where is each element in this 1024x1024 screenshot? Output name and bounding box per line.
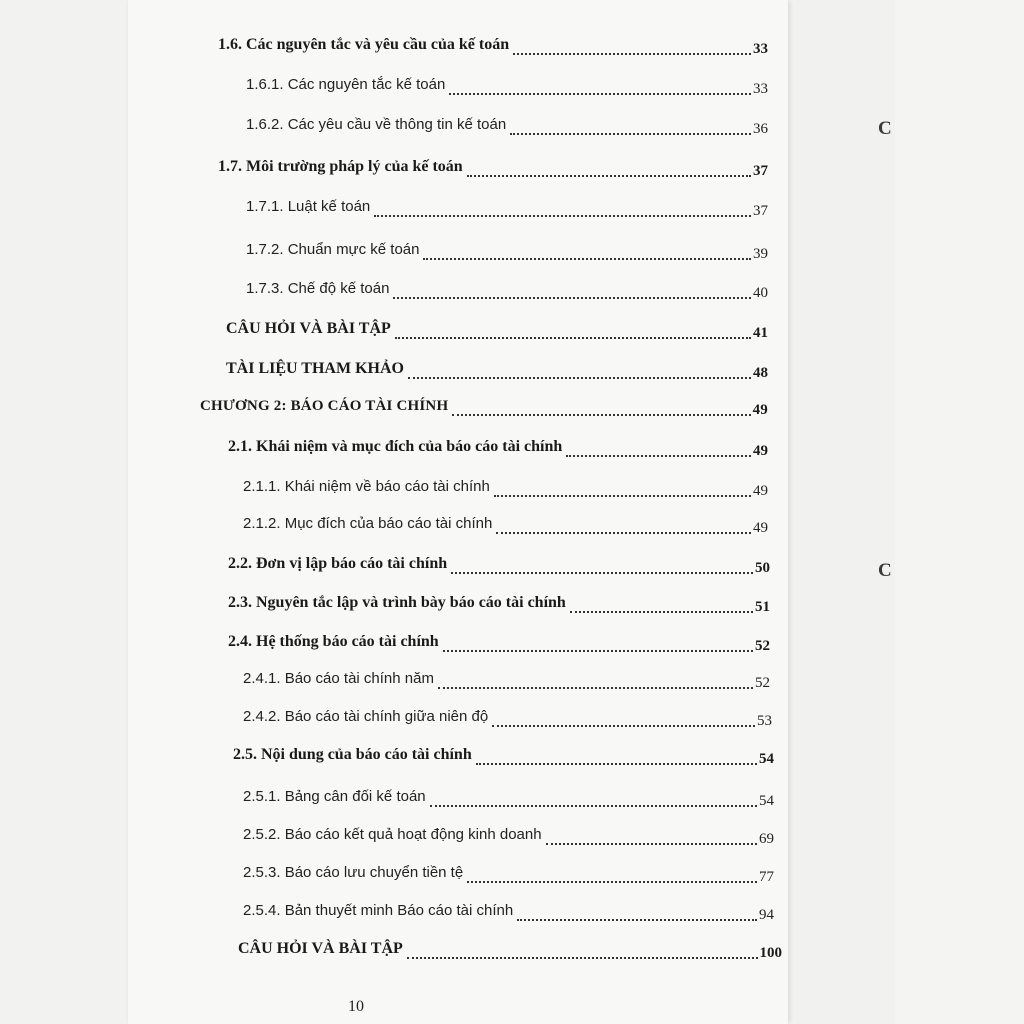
dot-leader [513, 52, 751, 55]
dot-leader [467, 174, 751, 177]
toc-entry-title: CÂU HỎI VÀ BÀI TẬP [226, 320, 391, 337]
toc-entry-page: 53 [757, 713, 772, 729]
dot-leader [496, 531, 751, 534]
facing-page-edge [795, 0, 895, 1024]
toc-entry-title: 2.4.1. Báo cáo tài chính năm [243, 670, 434, 687]
dot-leader [510, 132, 751, 135]
table-of-contents [128, 0, 788, 1024]
dot-leader [423, 257, 751, 260]
toc-entry [233, 746, 774, 767]
toc-entry-title: 2.2. Đơn vị lập báo cáo tài chính [228, 555, 448, 572]
toc-entry-page: 52 [755, 675, 770, 691]
toc-entry-title: 1.7.1. Luật kế toán [246, 198, 371, 215]
page-number: 10 [348, 998, 364, 1015]
toc-entry-title: 2.1.2. Mục đích của báo cáo tài chính [243, 515, 493, 532]
toc-entry [243, 902, 774, 923]
toc-entry [218, 36, 768, 57]
toc-entry [246, 198, 768, 219]
dot-leader [451, 571, 753, 574]
dot-leader [395, 336, 751, 339]
toc-entry-title: 2.4.2. Báo cáo tài chính giữa niên độ [243, 708, 489, 725]
toc-entry-title: 2.5. Nội dung của báo cáo tài chính [233, 746, 472, 763]
toc-entry [226, 360, 768, 381]
toc-entry-title: CHƯƠNG 2: BÁO CÁO TÀI CHÍNH [200, 398, 449, 414]
dot-leader [494, 494, 751, 497]
toc-entry-title: 2.5.1. Bảng cân đối kế toán [243, 788, 426, 805]
toc-entry [246, 280, 768, 301]
dot-leader [374, 214, 751, 217]
toc-entry-page: 37 [753, 203, 768, 219]
dot-leader [443, 649, 753, 652]
toc-entry-page: 49 [753, 520, 768, 536]
toc-entry [243, 864, 774, 885]
toc-entry-page: 39 [753, 246, 768, 262]
toc-entry [228, 594, 770, 615]
toc-entry-page: 49 [753, 483, 768, 499]
toc-entry [218, 158, 768, 179]
toc-entry [243, 788, 774, 809]
toc-entry-title: 1.6. Các nguyên tắc và yêu cầu của kế toán [218, 36, 510, 53]
dot-leader [430, 804, 757, 807]
toc-entry [243, 478, 768, 499]
toc-entry-title: 2.1.1. Khái niệm về báo cáo tài chính [243, 478, 490, 495]
toc-entry-page: 37 [753, 163, 768, 179]
toc-entry-title: 1.6.1. Các nguyên tắc kế toán [246, 76, 446, 93]
toc-entry-title: 2.4. Hệ thống báo cáo tài chính [228, 633, 439, 650]
toc-entry [243, 826, 774, 847]
toc-entry-title: 2.3. Nguyên tắc lập và trình bày báo cáo tài chính [228, 594, 566, 611]
toc-entry [243, 670, 770, 691]
book-page [128, 0, 788, 1024]
facing-page-letter: C [878, 560, 892, 581]
toc-entry-title: CÂU HỎI VÀ BÀI TẬP [238, 940, 403, 957]
dot-leader [546, 842, 757, 845]
dot-leader [566, 454, 751, 457]
dot-leader [517, 918, 757, 921]
toc-entry-page: 48 [753, 365, 768, 381]
toc-entry [246, 76, 768, 97]
toc-entry-page: 49 [753, 443, 768, 459]
toc-entry [228, 633, 770, 654]
toc-entry-title: 2.5.3. Báo cáo lưu chuyển tiền tệ [243, 864, 464, 881]
toc-entry [243, 708, 772, 729]
toc-entry [228, 555, 770, 576]
dot-leader [476, 762, 757, 765]
toc-entry-title: 1.7. Môi trường pháp lý của kế toán [218, 158, 463, 175]
toc-entry-page: 33 [753, 81, 768, 97]
toc-entry-title: 2.5.2. Báo cáo kết quả hoạt động kinh doanh [243, 826, 542, 843]
toc-entry-page: 33 [753, 41, 768, 57]
dot-leader [492, 724, 755, 727]
toc-entry-page: 49 [752, 402, 768, 418]
toc-entry [246, 241, 768, 262]
toc-entry-title: TÀI LIỆU THAM KHẢO [226, 360, 404, 377]
toc-entry-page: 50 [755, 560, 770, 576]
toc-entry-title: 2.1. Khái niệm và mục đích của báo cáo tài chính [228, 438, 563, 455]
toc-entry [246, 116, 768, 137]
toc-entry-page: 77 [759, 869, 774, 885]
toc-entry-page: 54 [759, 751, 774, 767]
toc-entry-page: 100 [759, 945, 782, 961]
toc-entry [243, 515, 768, 536]
toc-entry-page: 41 [753, 325, 768, 341]
toc-entry-title: 1.7.2. Chuẩn mực kế toán [246, 241, 420, 258]
toc-entry [228, 438, 768, 459]
toc-entry-page: 36 [753, 121, 768, 137]
dot-leader [407, 956, 758, 959]
toc-entry-title: 1.6.2. Các yêu cầu về thông tin kế toán [246, 116, 507, 133]
toc-entry-page: 54 [759, 793, 774, 809]
dot-leader [449, 92, 751, 95]
dot-leader [393, 296, 751, 299]
toc-entry-page: 52 [755, 638, 770, 654]
toc-entry-title: 1.7.3. Chế độ kế toán [246, 280, 390, 297]
toc-entry-page: 69 [759, 831, 774, 847]
dot-leader [570, 610, 753, 613]
facing-page-letter: C [878, 118, 892, 139]
dot-leader [452, 413, 750, 416]
toc-entry-page: 94 [759, 907, 774, 923]
toc-entry [200, 398, 768, 418]
dot-leader [438, 686, 753, 689]
toc-entry-page: 40 [753, 285, 768, 301]
dot-leader [408, 376, 751, 379]
dot-leader [467, 880, 757, 883]
toc-entry [226, 320, 768, 341]
background-left [0, 0, 128, 1024]
toc-entry-page: 51 [755, 599, 770, 615]
toc-entry-title: 2.5.4. Bản thuyết minh Báo cáo tài chính [243, 902, 514, 919]
toc-entry [238, 940, 782, 961]
